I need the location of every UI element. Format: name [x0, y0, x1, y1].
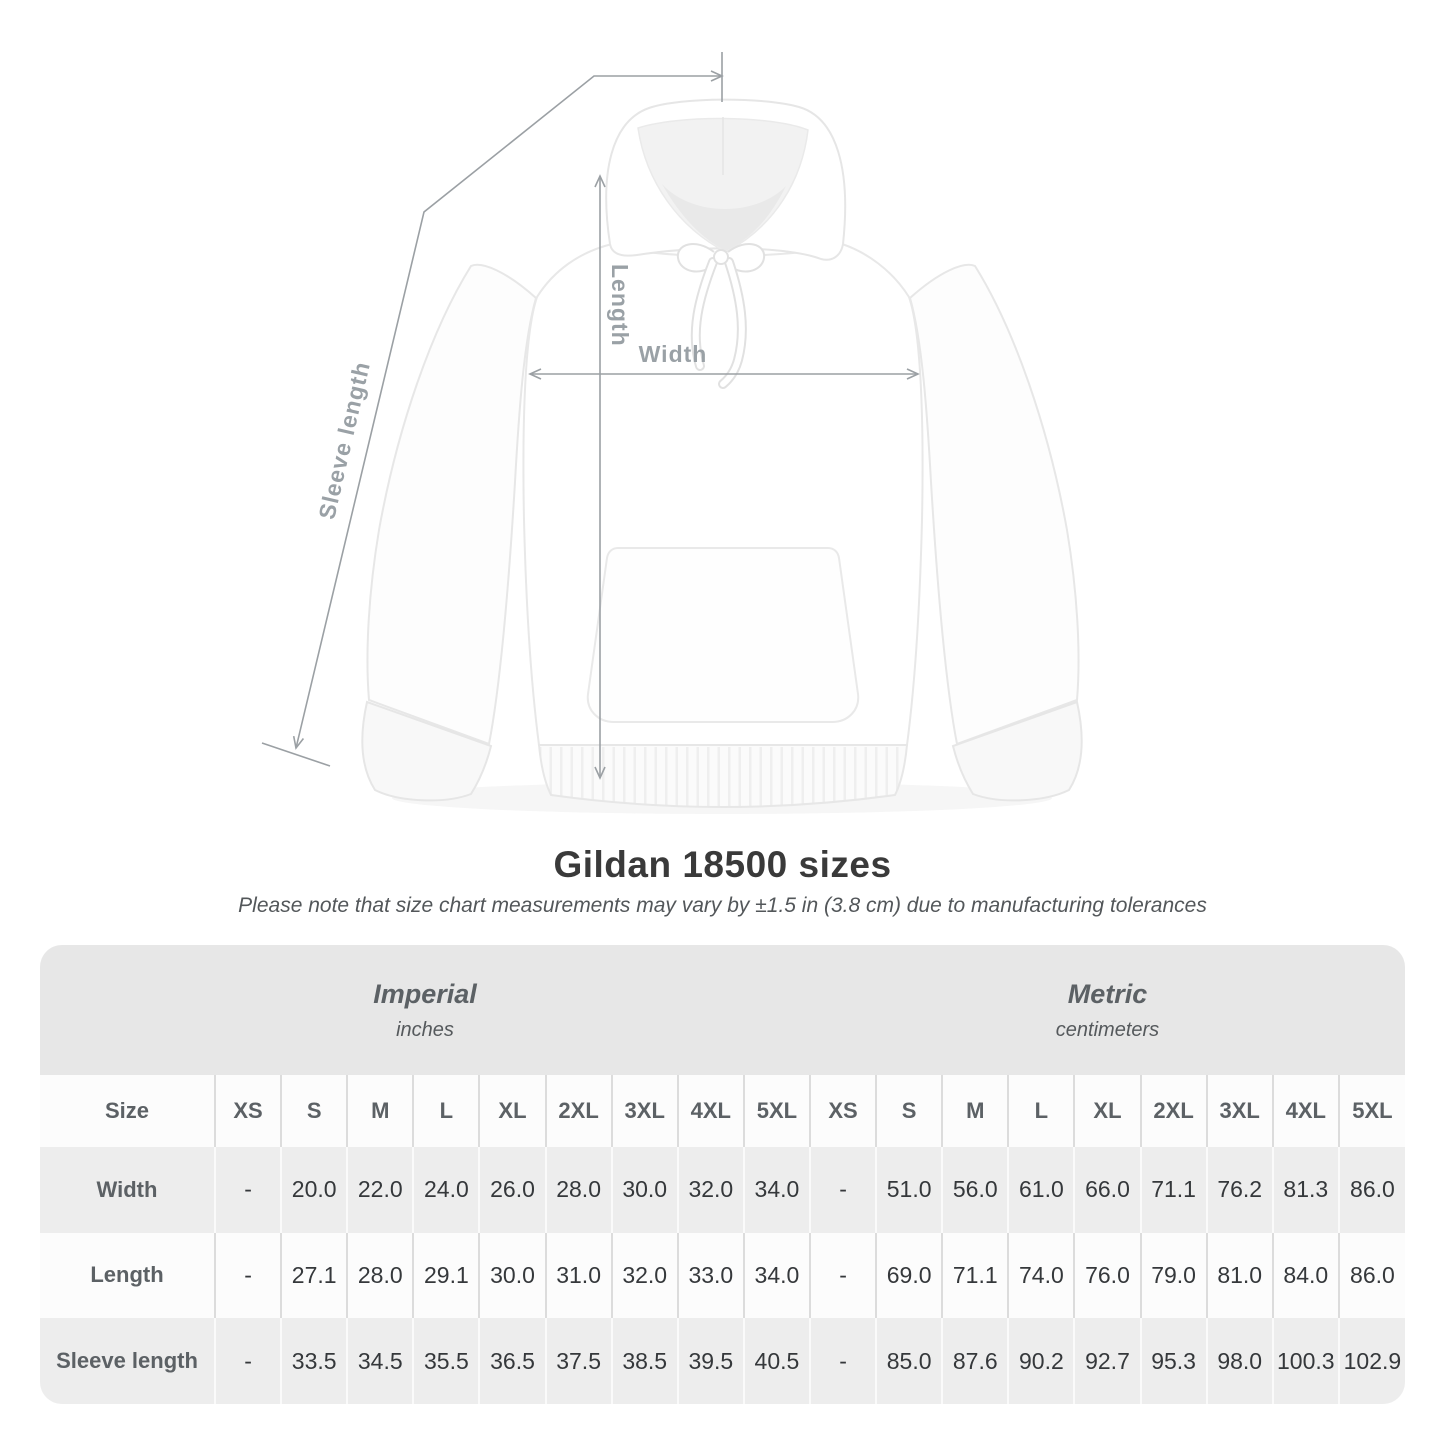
width-label: Width [638, 341, 708, 367]
unit-group-name: Imperial [373, 978, 477, 1009]
measurement-value: 86.0 [1339, 1147, 1405, 1233]
measurement-value: 71.1 [942, 1233, 1008, 1319]
unit-group-imperial [40, 945, 810, 1075]
measurement-value: - [215, 1318, 281, 1404]
size-col-header: 5XL [1339, 1075, 1405, 1147]
measurement-value: 95.3 [1141, 1318, 1207, 1404]
measurement-value: 71.1 [1141, 1147, 1207, 1233]
measurement-row [40, 1233, 1405, 1319]
size-col-header: L [1008, 1075, 1074, 1147]
measurement-value: 32.0 [612, 1233, 678, 1319]
measurement-value: 34.5 [347, 1318, 413, 1404]
measurement-value: 102.9 [1339, 1318, 1405, 1404]
measurement-value: 22.0 [347, 1147, 413, 1233]
measurement-row-label: Sleeve length [56, 1348, 198, 1374]
size-col-header: 2XL [546, 1075, 612, 1147]
measurement-row-label: Length [90, 1262, 164, 1288]
unit-group-unit: centimeters [1055, 1018, 1160, 1041]
size-col-header: 2XL [1141, 1075, 1207, 1147]
unit-group-metric [810, 945, 1405, 1075]
size-col-header: 3XL [612, 1075, 678, 1147]
measurement-value: 74.0 [1008, 1233, 1074, 1319]
sleeve-length-label: Sleeve length [313, 358, 376, 522]
measurement-value: 38.5 [612, 1318, 678, 1404]
measurement-value: 92.7 [1074, 1318, 1140, 1404]
measurement-value: 69.0 [876, 1233, 942, 1319]
measurement-value: 27.1 [281, 1233, 347, 1319]
measurement-value: 30.0 [612, 1147, 678, 1233]
measurement-value: 28.0 [546, 1147, 612, 1233]
measurement-value: 86.0 [1339, 1233, 1405, 1319]
measurement-value: 32.0 [678, 1147, 744, 1233]
measurement-value: 87.6 [942, 1318, 1008, 1404]
left-sleeve [367, 265, 536, 744]
size-col-header: 3XL [1207, 1075, 1273, 1147]
measurement-row [40, 1318, 1405, 1404]
measurement-value: 76.0 [1074, 1233, 1140, 1319]
measurement-value: 39.5 [678, 1318, 744, 1404]
size-col-header: XL [479, 1075, 545, 1147]
page-title: Gildan 18500 sizes [553, 844, 892, 885]
right-sleeve [910, 265, 1079, 744]
measurement-value: 84.0 [1273, 1233, 1339, 1319]
size-corner-header: Size [104, 1098, 150, 1123]
size-col-header: M [347, 1075, 413, 1147]
measurement-value: 33.0 [678, 1233, 744, 1319]
measurement-value: - [810, 1147, 876, 1233]
measurement-value: 36.5 [479, 1318, 545, 1404]
drawstring-knot [714, 250, 728, 264]
size-col-header: L [413, 1075, 479, 1147]
measurement-value: 26.0 [479, 1147, 545, 1233]
measurement-value: 29.1 [413, 1233, 479, 1319]
measurement-value: 51.0 [876, 1147, 942, 1233]
kangaroo-pocket [588, 548, 858, 722]
unit-group-name: Metric [1067, 978, 1148, 1009]
measurement-value: 100.3 [1273, 1318, 1339, 1404]
measurement-value: - [810, 1233, 876, 1319]
measurement-value: 35.5 [413, 1318, 479, 1404]
measurement-value: 31.0 [546, 1233, 612, 1319]
measurement-value: 33.5 [281, 1318, 347, 1404]
measurement-rows [40, 1147, 1405, 1404]
size-col-header: 4XL [1273, 1075, 1339, 1147]
measurement-row-label: Width [96, 1176, 158, 1202]
measurement-value: 81.3 [1273, 1147, 1339, 1233]
measurement-value: 79.0 [1141, 1233, 1207, 1319]
measurement-value: 56.0 [942, 1147, 1008, 1233]
size-col-header: S [876, 1075, 942, 1147]
measurement-value: 40.5 [744, 1318, 810, 1404]
measurement-value: 28.0 [347, 1233, 413, 1319]
tolerance-note: Please note that size chart measurements may vary by ±1.5 in (3.8 cm) due to manufacturing tolerances [238, 894, 1207, 917]
unit-group-row [40, 945, 1405, 1075]
measurement-value: 61.0 [1008, 1147, 1074, 1233]
measurement-value: 90.2 [1008, 1318, 1074, 1404]
measurement-value: 37.5 [546, 1318, 612, 1404]
size-col-header: XS [810, 1075, 876, 1147]
size-col-header: M [942, 1075, 1008, 1147]
measurement-value: 85.0 [876, 1318, 942, 1404]
measurement-value: 81.0 [1207, 1233, 1273, 1319]
unit-group-unit: inches [396, 1018, 454, 1041]
size-chart-table [40, 945, 1405, 1404]
measurement-row [40, 1147, 1405, 1233]
measurement-value: 24.0 [413, 1147, 479, 1233]
size-col-header: XL [1074, 1075, 1140, 1147]
measurement-value: 76.2 [1207, 1147, 1273, 1233]
measurement-value: 66.0 [1074, 1147, 1140, 1233]
size-col-header: 5XL [744, 1075, 810, 1147]
measurement-value: - [215, 1233, 281, 1319]
measurement-value: 20.0 [281, 1147, 347, 1233]
size-col-header: XS [215, 1075, 281, 1147]
size-header-row [40, 1075, 1405, 1147]
size-col-header: S [281, 1075, 347, 1147]
length-label: Length [607, 264, 633, 347]
measurement-value: 98.0 [1207, 1318, 1273, 1404]
measurement-value: 34.0 [744, 1233, 810, 1319]
hoodie-illustration [362, 100, 1081, 814]
size-col-header: 4XL [678, 1075, 744, 1147]
measurement-value: 34.0 [744, 1147, 810, 1233]
measurement-value: - [215, 1147, 281, 1233]
measurement-value: - [810, 1318, 876, 1404]
measurement-value: 30.0 [479, 1233, 545, 1319]
